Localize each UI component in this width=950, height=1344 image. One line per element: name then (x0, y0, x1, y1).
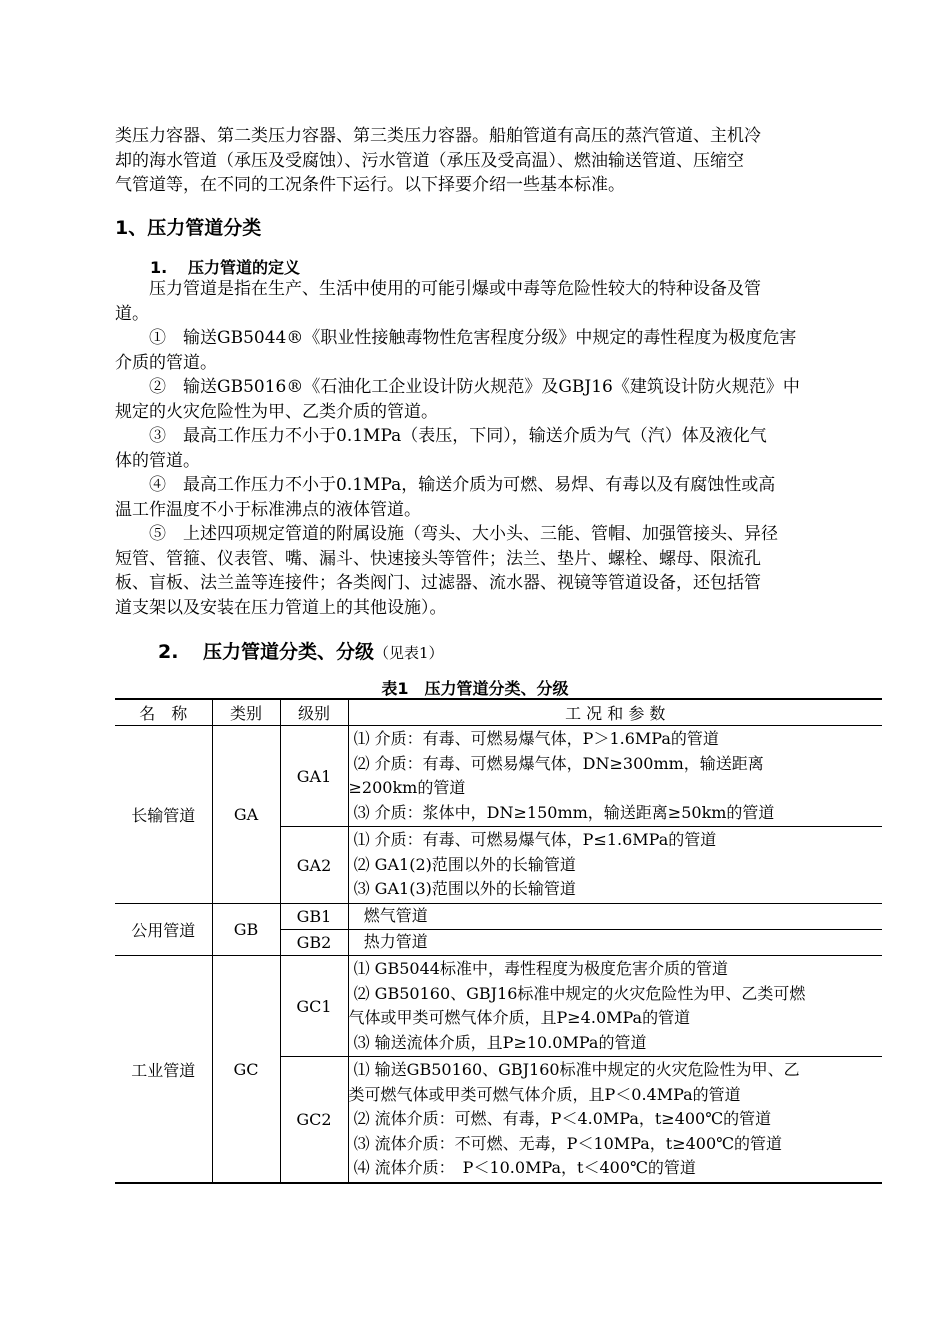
subsection-title: 压力管道分类、分级 (203, 641, 375, 663)
condition-line: 类可燃气体或甲类可燃气体介质，且P＜0.4MPa的管道 (348, 1084, 741, 1104)
condition-line: ⑵ 流体介质：可燃、有毒，P＜4.0MPa，t≥400℃的管道 (353, 1109, 772, 1129)
subsection-heading-definition (150, 255, 300, 278)
definition-line: 压力管道是指在生产、生活中使用的可能引爆或中毒等危险性较大的特种设备及管 (149, 279, 761, 299)
condition-line: 气体或甲类可燃气体介质，且P≥4.0MPa的管道 (348, 1008, 691, 1027)
category-cell: GB (212, 904, 280, 956)
table-row (115, 726, 882, 827)
intro-paragraph (115, 124, 855, 198)
definition-item-5: ⑤ 上述四项规定管道的附属设施（弯头、大小头、三能、管帽、加强管接头、异径 (149, 524, 778, 544)
condition-line: ⑶ GA1(3)范围以外的长输管道 (353, 879, 576, 899)
header-conditions: 工 况 和 参 数 (348, 699, 882, 726)
condition-line: ⑵ 介质：有毒、可燃易爆气体，DN≥300mm，输送距离 (353, 753, 764, 773)
pipe-type-cell: 长输管道 (115, 726, 212, 904)
intro-line: 气管道等，在不同的工况条件下运行。以下择要介绍一些基本标准。 (115, 175, 625, 195)
definition-item-3: ③ 最高工作压力不小于0.1MPa（表压，下同），输送介质为气（汽）体及液化气 (149, 426, 767, 446)
condition-line: ⑶ 输送流体介质，且P≥10.0MPa的管道 (353, 1032, 647, 1052)
table-caption: 表1 压力管道分类、分级 (381, 679, 569, 698)
header-name: 名 称 (115, 699, 212, 726)
pipe-type-cell: 工业管道 (115, 956, 212, 1184)
table-header-row (115, 699, 882, 726)
header-category: 类别 (212, 699, 280, 726)
definition-item-5-cont: 道支架以及安装在压力管道上的其他设施）。 (115, 597, 447, 618)
condition-line: 热力管道 (363, 932, 428, 952)
table-row (115, 904, 882, 930)
condition-line: 燃气管道 (363, 906, 428, 926)
definition-item-2-cont: 规定的火灾危险性为甲、乙类介质的管道。 (115, 401, 438, 422)
definition-item-5-cont: 板、盲板、法兰盖等连接件；各类阀门、过滤器、流水器、视镜等管道设备，还包括管 (115, 573, 761, 593)
level-cell: GB2 (280, 930, 348, 956)
conditions-cell (348, 956, 882, 1057)
subsection-number: 1. (150, 258, 168, 277)
subsection-heading-classification (158, 637, 444, 664)
subsection-number: 2. (158, 641, 179, 663)
level-cell: GC1 (280, 956, 348, 1057)
definition-item-3-cont: 体的管道。 (115, 450, 200, 471)
category-cell: GC (212, 956, 280, 1184)
definition-item-1: ① 输送GB5044®《职业性接触毒物性危害程度分级》中规定的毒性程度为极度危害 (149, 328, 797, 348)
condition-line: ⑴ 介质：有毒、可燃易爆气体，P＞1.6MPa的管道 (353, 729, 719, 748)
table-reference-note: （见表1） (374, 644, 444, 662)
definition-item-5-cont: 短管、管箍、仪表管、嘴、漏斗、快速接头等管件；法兰、垫片、螺栓、螺母、限流孔 (115, 548, 761, 569)
condition-line: ≥200km的管道 (348, 778, 466, 797)
level-cell: GC2 (280, 1057, 348, 1184)
conditions-cell (348, 1057, 882, 1184)
header-level: 级别 (280, 699, 348, 726)
conditions-cell (348, 904, 882, 930)
conditions-cell (348, 930, 882, 956)
classification-table (115, 698, 882, 1184)
condition-line: ⑶ 介质：浆体中，DN≥150mm，输送距离≥50km的管道 (353, 802, 775, 822)
level-cell: GA2 (280, 827, 348, 904)
condition-line: ⑴ 输送GB50160、GBJ160标准中规定的火灾危险性为甲、乙 (353, 1060, 800, 1080)
conditions-cell (348, 726, 882, 827)
definition-item-4-cont: 温工作温度不小于标准沸点的液体管道。 (115, 499, 421, 520)
intro-line: 类压力容器、第二类压力容器、第三类压力容器。船舶管道有高压的蒸汽管道、主机冷 (115, 126, 761, 146)
condition-line: ⑶ 流体介质：不可燃、无毒，P＜10MPa，t≥400℃的管道 (353, 1133, 783, 1153)
level-cell: GB1 (280, 904, 348, 930)
condition-line: ⑵ GB50160、GBJ16标准中规定的火灾危险性为甲、乙类可燃 (353, 983, 806, 1003)
pipe-type-cell: 公用管道 (115, 904, 212, 956)
conditions-cell (348, 827, 882, 904)
section-heading: 1、压力管道分类 (115, 217, 262, 239)
table-row (115, 956, 882, 1057)
condition-line: ⑴ GB5044标准中，毒性程度为极度危害介质的管道 (353, 959, 728, 978)
definition-item-4: ④ 最高工作压力不小于0.1MPa，输送介质为可燃、易焊、有毒以及有腐蚀性或高 (149, 475, 776, 495)
category-cell: GA (212, 726, 280, 904)
definition-item-2: ② 输送GB5016®《石油化工企业设计防火规范》及GBJ16《建筑设计防火规范》中 (149, 377, 800, 397)
definition-line: 道。 (115, 303, 149, 324)
definition-item-1-cont: 介质的管道。 (115, 352, 217, 373)
condition-line: ⑴ 介质：有毒、可燃易爆气体，P≤1.6MPa的管道 (353, 830, 717, 850)
condition-line: ⑵ GA1(2)范围以外的长输管道 (353, 854, 576, 874)
level-cell: GA1 (280, 726, 348, 827)
intro-line: 却的海水管道（承压及受腐蚀）、污水管道（承压及受高温）、燃油输送管道、压缩空 (115, 150, 744, 171)
subsection-title: 压力管道的定义 (188, 258, 301, 277)
condition-line: ⑷ 流体介质： P＜10.0MPa，t＜400℃的管道 (353, 1158, 696, 1178)
definition-paragraph (115, 277, 855, 620)
